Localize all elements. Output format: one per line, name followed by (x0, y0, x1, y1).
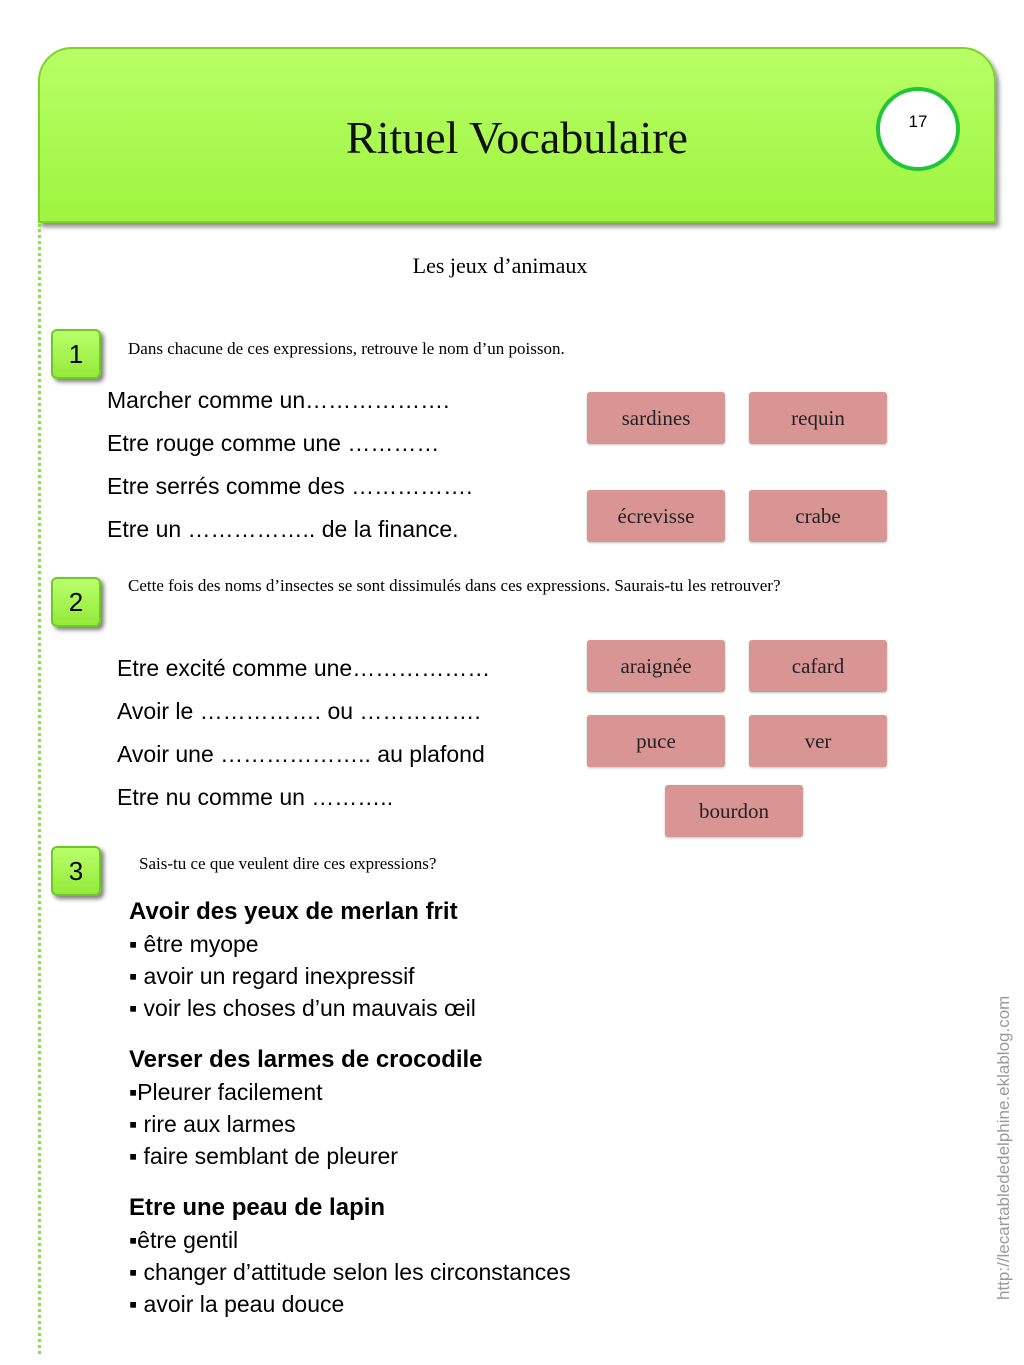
word-box-crabe: crabe (749, 490, 887, 542)
exercise-line: Marcher comme un………………. (107, 387, 450, 413)
section-1-instruction: Dans chacune de ces expressions, retrouve le nom d’un poisson. (128, 339, 565, 358)
expression-option: ▪être gentil (129, 1227, 239, 1253)
section-3-badge: 3 (51, 846, 101, 896)
expression-option: ▪ rire aux larmes (129, 1111, 296, 1137)
word-box-ver: ver (749, 715, 887, 767)
exercise-line: Etre serrés comme des ……………. (107, 473, 473, 499)
expression-block (129, 1044, 483, 1172)
expression-heading: Verser des larmes de crocodile (129, 1046, 483, 1073)
expression-option: ▪ faire semblant de pleurer (129, 1143, 398, 1169)
exercise-line: Etre nu comme un ……….. (117, 784, 394, 810)
section-1-lines (107, 379, 473, 551)
expression-block (129, 1192, 571, 1320)
section-1-badge: 1 (51, 329, 101, 379)
expression-option: ▪ avoir un regard inexpressif (129, 963, 415, 989)
word-box-ecrevisse: écrevisse (587, 490, 725, 542)
word-box-sardines: sardines (587, 392, 725, 444)
header-banner (38, 47, 996, 223)
page-number-badge: 17 (876, 87, 960, 171)
word-box-araignee: araignée (587, 640, 725, 692)
word-box-cafard: cafard (749, 640, 887, 692)
exercise-line: Avoir le ……………. ou ……………. (117, 698, 481, 724)
expression-option: ▪ avoir la peau douce (129, 1291, 345, 1317)
expression-heading: Etre une peau de lapin (129, 1194, 386, 1221)
page-title: Rituel Vocabulaire (346, 112, 688, 163)
exercise-line: Etre excité comme une……………… (117, 655, 491, 681)
expression-option: ▪Pleurer facilement (129, 1079, 323, 1105)
source-url: http://lecartablededelphine.eklablog.com (994, 995, 1013, 1300)
exercise-line: Etre un …………….. de la finance. (107, 516, 459, 542)
exercise-line: Etre rouge comme une ………… (107, 430, 440, 456)
word-box-requin: requin (749, 392, 887, 444)
section-2-badge: 2 (51, 577, 101, 627)
section-2-instruction: Cette fois des noms d’insectes se sont dissimulés dans ces expressions. Saurais-tu les retrouver? (128, 576, 781, 595)
expression-option: ▪ être myope (129, 931, 259, 957)
word-box-puce: puce (587, 715, 725, 767)
expression-option: ▪ voir les choses d’un mauvais œil (129, 995, 476, 1021)
expression-block (129, 896, 476, 1024)
section-3-instruction: Sais-tu ce que veulent dire ces expressions? (139, 854, 437, 873)
word-box-bourdon: bourdon (665, 785, 803, 837)
margin-dotted-line (38, 224, 41, 1354)
expression-option: ▪ changer d’attitude selon les circonstances (129, 1259, 571, 1285)
subtitle: Les jeux d’animaux (412, 253, 588, 278)
exercise-line: Avoir une ……………….. au plafond (117, 741, 485, 767)
expression-heading: Avoir des yeux de merlan frit (129, 898, 458, 925)
section-2-lines (117, 647, 490, 819)
